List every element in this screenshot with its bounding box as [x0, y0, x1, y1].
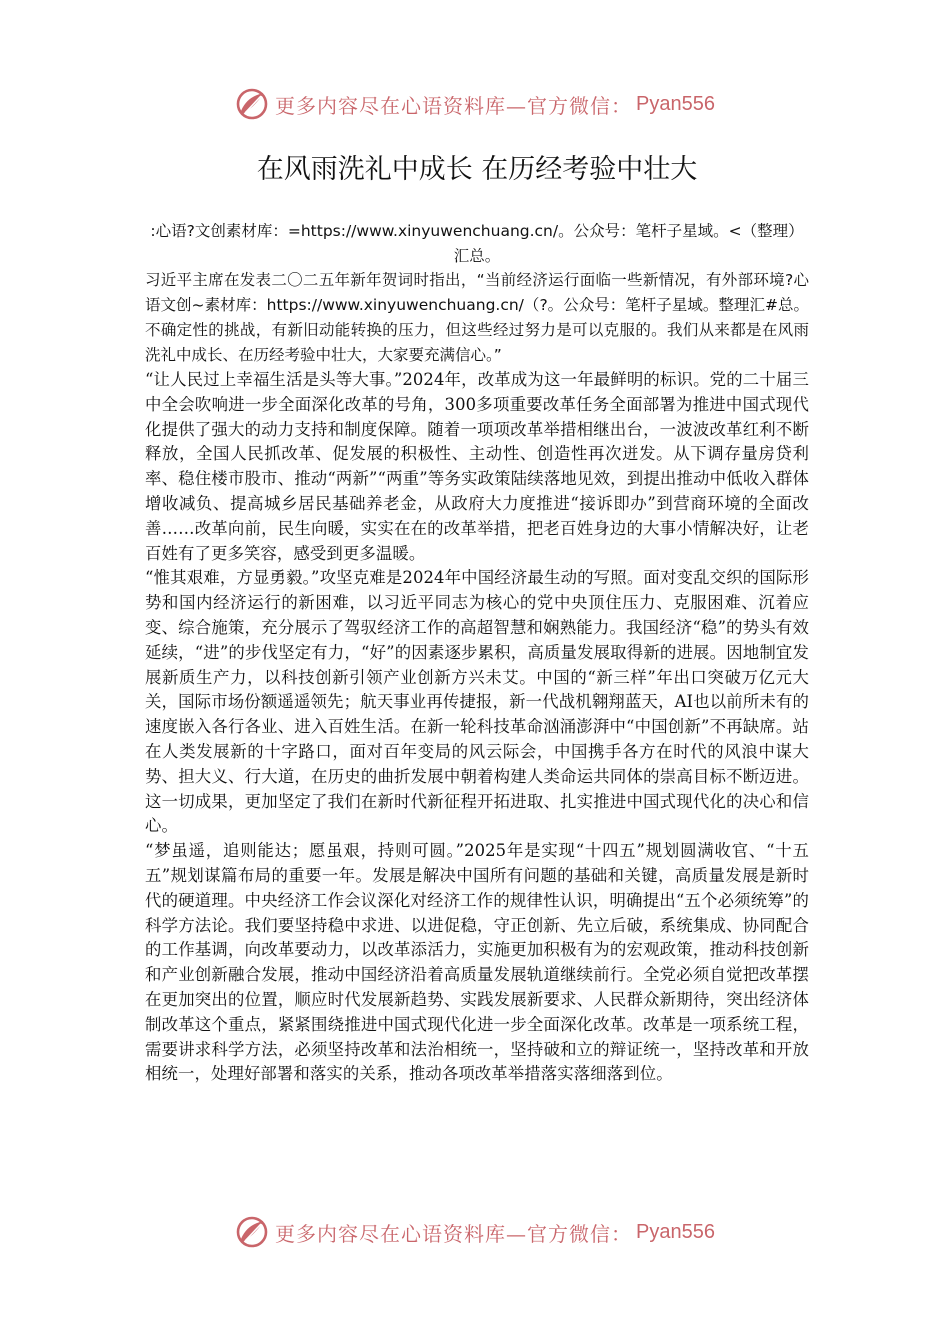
watermark-wechat-id: Pyan556 [636, 1220, 715, 1243]
document-title: 在风雨洗礼中成长 在历经考验中壮大 [256, 154, 698, 185]
body-paragraph-2: “惟其艰难，方显勇毅。”攻坚克难是2024年中国经济最生动的写照。面对变乱交织的国际形势和国内经济运行的新困难，以习近平同志为核心的党中央顶住压力、克服困难、沉着应变、综合施策，充分展示了驾驭经济工作的高超智慧和娴熟能力。我国经济“稳”的势头有效延续，“进”的步伐坚定有力，“好”的因素逐步累积，高质量发展取得新的进展。因地制宜发展新质生产力，以科技创新引领产业创新方兴未艾。中国的“新三样”年出口突破万亿元大关，国际市场份额遥遥领先；航天事业再传捷报，新一代战机翱翔蓝天，AI也以前所未有的速度嵌入各行各业、进入百姓生活。在新一轮科技革命汹涌澎湃中“中国创新”不再缺席。站在人类发展新的十字路口，面对百年变局的风云际会，中国携手各方在时代的风浪中谋大势、担大义、行大道，在历史的曲折发展中朝着构建人类命运共同体的崇高目标不断迈进。这一切成果，更加坚定了我们在新时代新征程开拓进取、扎实推进中国式现代化的决心和信心。 [145, 568, 809, 836]
body-paragraph-3: “梦虽遥，追则能达；愿虽艰，持则可圆。”2025年是实现“十四五”规划圆满收官、“十五五”规划谋篇布局的重要一年。发展是解决中国所有问题的基础和关键，高质量发展是新时代的硬道理。中央经济工作会议深化对经济工作的规律性认识，明确提出“五个必须统筹”的科学方法论。我们要坚持稳中求进、以进促稳，守正创新、先立后破，系统集成、协同配合的工作基调，向改革要动力，以改革添活力，实施更加积极有为的宏观政策，推动科技创新和产业创新融合发展，推动中国经济沿着高质量发展轨道继续前行。全党必须自觉把改革摆在更加突出的位置，顺应时代发展新趋势、实践发展新要求、人民群众新期待，突出经济体制改革这个重点，紧紧围绕推进中国式现代化进一步全面深化改革。改革是一项系统工程，需要讲求科学方法，必须坚持改革和法治相统一，坚持破和立的辩证统一，坚持改革和开放相统一，处理好部署和落实的关系，推动各项改革举措落实落细落到位。 [145, 841, 809, 1084]
brand-logo-icon [235, 87, 269, 121]
watermark-text: 更多内容尽在心语资料库—官方微信： [275, 1221, 633, 1246]
intro-paragraph: 习近平主席在发表二〇二五年新年贺词时指出，“当前经济运行面临一些新情况，有外部环境?心语文创~素材库：https://www.xinyuwenchuang.cn/（?。公众号：笔杆子星域。整理汇#总。不确定性的挑战，有新旧动能转换的压力，但这些经过努力是可以克服的。我们从来都是在风雨洗礼中成长、在历经考验中壮大，大家要充满信心。” [145, 271, 809, 364]
body-paragraph-1: “让人民过上幸福生活是头等大事。”2024年，改革成为这一年最鲜明的标识。党的二十届三中全会吹响进一步全面深化改革的号角，300多项重要改革任务全面部署为推进中国式现代化提供了强大的动力支持和制度保障。随着一项项改革举措相继出台，一波波改革红利不断释放，全国人民抓改革、促发展的积极性、主动性、创造性再次迸发。从下调存量房贷利率、稳住楼市股市、推动“两新”“两重”等务实政策陆续落地见效，到提出推动中低收入群体增收减负、提高城乡居民基础养老金，从政府大力度推进“接诉即办”到营商环境的全面改善……改革向前，民生向暖，实实在在的改革举措，把老百姓身边的大事小情解决好，让老百姓有了更多笑容，感受到更多温暖。 [145, 370, 809, 563]
watermark-banner-bottom [0, 1212, 950, 1252]
document-body [145, 268, 809, 1087]
brand-logo-icon [235, 1215, 269, 1249]
watermark-text: 更多内容尽在心语资料库—官方微信： [275, 93, 633, 118]
source-note: :心语?文创素材库：=https://www.xinyuwenchuang.cn/。公众号：笔杆子星域。<（整理）汇总。 [150, 222, 804, 265]
watermark-wechat-id: Pyan556 [636, 92, 715, 115]
watermark-banner-top [0, 84, 950, 124]
